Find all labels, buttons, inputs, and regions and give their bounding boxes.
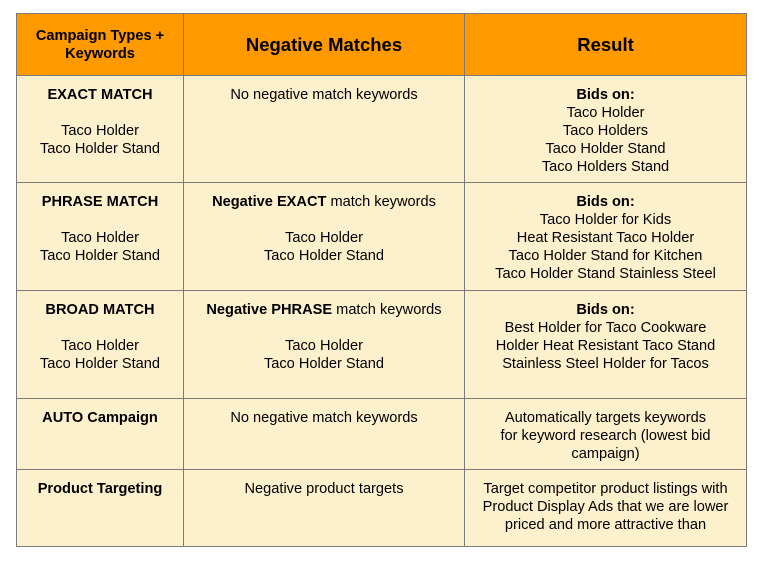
header-row	[17, 14, 747, 76]
campaign-type-cell: EXACT MATCH Taco Holder Taco Holder Stand	[17, 76, 184, 183]
campaign-type-cell: Product Targeting	[17, 470, 184, 547]
table-row	[17, 470, 747, 547]
campaign-table	[16, 13, 747, 547]
result-cell: Target competitor product listings with Product Display Ads that we are lower priced and more attractive than	[465, 470, 747, 547]
result-cell: Bids on: Best Holder for Taco Cookware Holder Heat Resistant Taco Stand Stainless Steel Holder for Tacos	[465, 291, 747, 399]
negative-match-cell: Negative product targets	[184, 470, 465, 547]
campaign-type-cell: BROAD MATCH Taco Holder Taco Holder Stand	[17, 291, 184, 399]
negative-match-cell: No negative match keywords	[184, 76, 465, 183]
table-row	[17, 76, 747, 183]
campaign-type-cell: PHRASE MATCH Taco Holder Taco Holder Stand	[17, 183, 184, 291]
table-row	[17, 399, 747, 470]
header-campaign-types: Campaign Types + Keywords	[17, 14, 184, 76]
result-cell: Bids on: Taco Holder for Kids Heat Resistant Taco Holder Taco Holder Stand for Kitchen Taco Holder Stand Stainless Steel	[465, 183, 747, 291]
negative-match-cell: Negative PHRASE match keywords Taco Holder Taco Holder Stand	[184, 291, 465, 399]
table-row	[17, 291, 747, 399]
table-row	[17, 183, 747, 291]
negative-match-cell: Negative EXACT match keywords Taco Holder Taco Holder Stand	[184, 183, 465, 291]
negative-match-cell: No negative match keywords	[184, 399, 465, 470]
header-result: Result	[465, 14, 747, 76]
campaign-type-cell: AUTO Campaign	[17, 399, 184, 470]
header-negative-matches: Negative Matches	[184, 14, 465, 76]
result-cell: Automatically targets keywords for keyword research (lowest bid campaign)	[465, 399, 747, 470]
result-cell: Bids on: Taco Holder Taco Holders Taco Holder Stand Taco Holders Stand	[465, 76, 747, 183]
